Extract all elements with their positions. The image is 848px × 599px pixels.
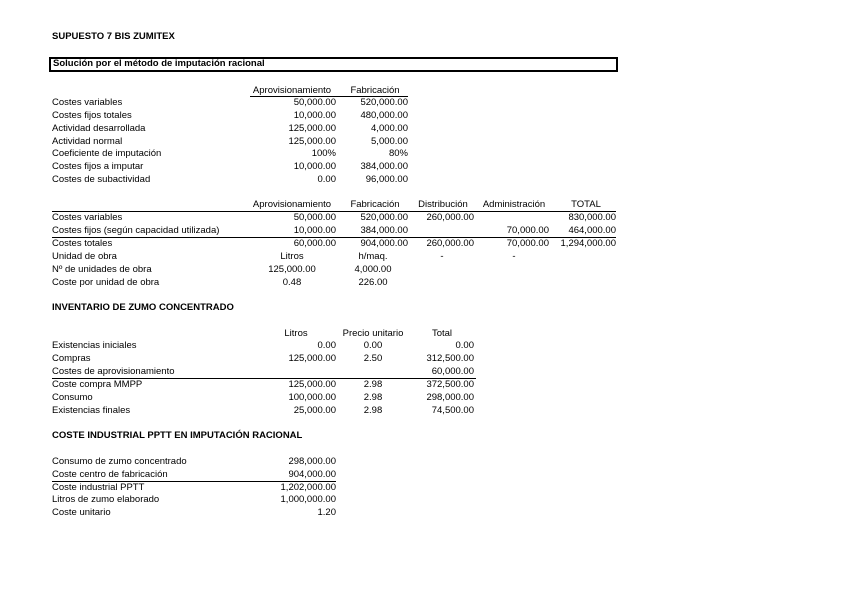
section-industrial-title: COSTE INDUSTRIAL PPTT EN IMPUTACIÓN RACIONAL [52, 430, 303, 441]
t4-value: 1,000,000.00 [280, 494, 336, 505]
t2-aprov-value: 50,000.00 [293, 212, 336, 223]
t3-litros-value: 125,000.00 [288, 379, 336, 390]
t2-total-value: 464,000.00 [568, 225, 616, 236]
t1-label: Costes fijos a imputar [52, 161, 144, 172]
t2-fab-value: 226.00 [358, 277, 388, 288]
t4-label: Litros de zumo elaborado [52, 494, 160, 505]
t2-aprov-value: 60,000.00 [293, 238, 336, 249]
t1-fab-value: 520,000.00 [360, 97, 408, 108]
t4-value: 298,000.00 [288, 456, 336, 467]
t2-label: Nº de unidades de obra [52, 264, 152, 275]
t3-label: Consumo [52, 392, 93, 403]
t2-label: Coste por unidad de obra [52, 277, 160, 288]
t3-precio-value: 2.98 [363, 379, 383, 390]
t1-label: Actividad normal [52, 136, 123, 147]
t1-label: Coeficiente de imputación [52, 148, 162, 159]
t1-fab-value: 80% [388, 148, 408, 159]
t2-admin-value: - [512, 251, 516, 262]
t2-aprov-value: 125,000.00 [268, 264, 316, 275]
t2-dist-value: - [440, 251, 444, 262]
t2-aprov-value: 10,000.00 [293, 225, 336, 236]
t1-fab-value: 4,000.00 [371, 123, 408, 134]
t3-total-value: 60,000.00 [431, 366, 474, 377]
t1-aprov-value: 125,000.00 [288, 136, 336, 147]
t3-total-value: 0.00 [455, 340, 474, 351]
t3-litros-value: 25,000.00 [293, 405, 336, 416]
t3-header-litros: Litros [284, 328, 308, 339]
t3-precio-value: 2.98 [363, 392, 383, 403]
t1-aprov-value: 0.00 [317, 174, 336, 185]
t3-label: Compras [52, 353, 91, 364]
t1-fab-value: 480,000.00 [360, 110, 408, 121]
t2-label: Costes totales [52, 238, 113, 249]
section-inventory-title: INVENTARIO DE ZUMO CONCENTRADO [52, 302, 234, 313]
t3-total-value: 312,500.00 [426, 353, 474, 364]
t4-value: 1.20 [317, 507, 336, 518]
t3-litros-value: 0.00 [317, 340, 336, 351]
t1-header-fabricacion: Fabricación [350, 85, 400, 96]
t3-precio-value: 0.00 [363, 340, 383, 351]
t1-aprov-value: 10,000.00 [293, 110, 336, 121]
t2-label: Costes fijos (según capacidad utilizada) [52, 225, 220, 236]
t1-label: Actividad desarrollada [52, 123, 146, 134]
t1-label: Costes de subactividad [52, 174, 151, 185]
t2-aprov-value: Litros [280, 251, 304, 262]
t4-label: Consumo de zumo concentrado [52, 456, 187, 467]
t2-fab-value: 384,000.00 [360, 225, 408, 236]
t2-total-value: 1,294,000.00 [560, 238, 616, 249]
t1-fab-value: 5,000.00 [371, 136, 408, 147]
t1-aprov-value: 125,000.00 [288, 123, 336, 134]
t3-label: Costes de aprovisionamiento [52, 366, 175, 377]
t4-label: Coste industrial PPTT [52, 482, 145, 493]
t2-fab-value: 904,000.00 [360, 238, 408, 249]
t3-total-value: 298,000.00 [426, 392, 474, 403]
t3-total-value: 74,500.00 [431, 405, 474, 416]
t3-litros-value: 100,000.00 [288, 392, 336, 403]
t2-dist-value: 260,000.00 [426, 212, 474, 223]
t2-total-value: 830,000.00 [568, 212, 616, 223]
t2-fab-value: h/maq. [358, 251, 388, 262]
t2-fab-value: 4,000.00 [354, 264, 392, 275]
t3-label: Existencias finales [52, 405, 131, 416]
t3-header-total: Total [431, 328, 453, 339]
t3-precio-value: 2.50 [363, 353, 383, 364]
t4-value: 904,000.00 [288, 469, 336, 480]
t1-aprov-value: 50,000.00 [293, 97, 336, 108]
t2-header-distribucion: Distribución [418, 199, 468, 210]
t2-header-aprovisionamiento: Aprovisionamiento [252, 199, 332, 210]
t2-admin-value: 70,000.00 [506, 238, 549, 249]
t2-label: Costes variables [52, 212, 123, 223]
t2-admin-value: 70,000.00 [506, 225, 549, 236]
t4-label: Coste centro de fabricación [52, 469, 168, 480]
t4-value: 1,202,000.00 [280, 482, 336, 493]
t3-label: Existencias iniciales [52, 340, 137, 351]
t1-fab-value: 384,000.00 [360, 161, 408, 172]
t3-header-precio: Precio unitario [342, 328, 404, 339]
t3-total-value: 372,500.00 [426, 379, 474, 390]
t2-fab-value: 520,000.00 [360, 212, 408, 223]
t4-label: Coste unitario [52, 507, 111, 518]
t1-header-aprovisionamiento: Aprovisionamiento [252, 85, 332, 96]
t2-label: Unidad de obra [52, 251, 117, 262]
t2-header-total: TOTAL [571, 199, 601, 210]
t3-litros-value: 125,000.00 [288, 353, 336, 364]
t2-dist-value: 260,000.00 [426, 238, 474, 249]
t2-header-fabricacion: Fabricación [350, 199, 400, 210]
t3-label: Coste compra MMPP [52, 379, 143, 390]
t2-aprov-value: 0.48 [282, 277, 302, 288]
document-title: SUPUESTO 7 BIS ZUMITEX [52, 31, 175, 42]
t1-aprov-value: 100% [311, 148, 336, 159]
section-solution-title: Solución por el método de imputación racional [53, 58, 265, 69]
t1-aprov-value: 10,000.00 [293, 161, 336, 172]
t1-fab-value: 96,000.00 [365, 174, 408, 185]
t2-header-administracion: Administración [482, 199, 546, 210]
t3-precio-value: 2.98 [363, 405, 383, 416]
t1-label: Costes variables [52, 97, 123, 108]
t1-label: Costes fijos totales [52, 110, 132, 121]
